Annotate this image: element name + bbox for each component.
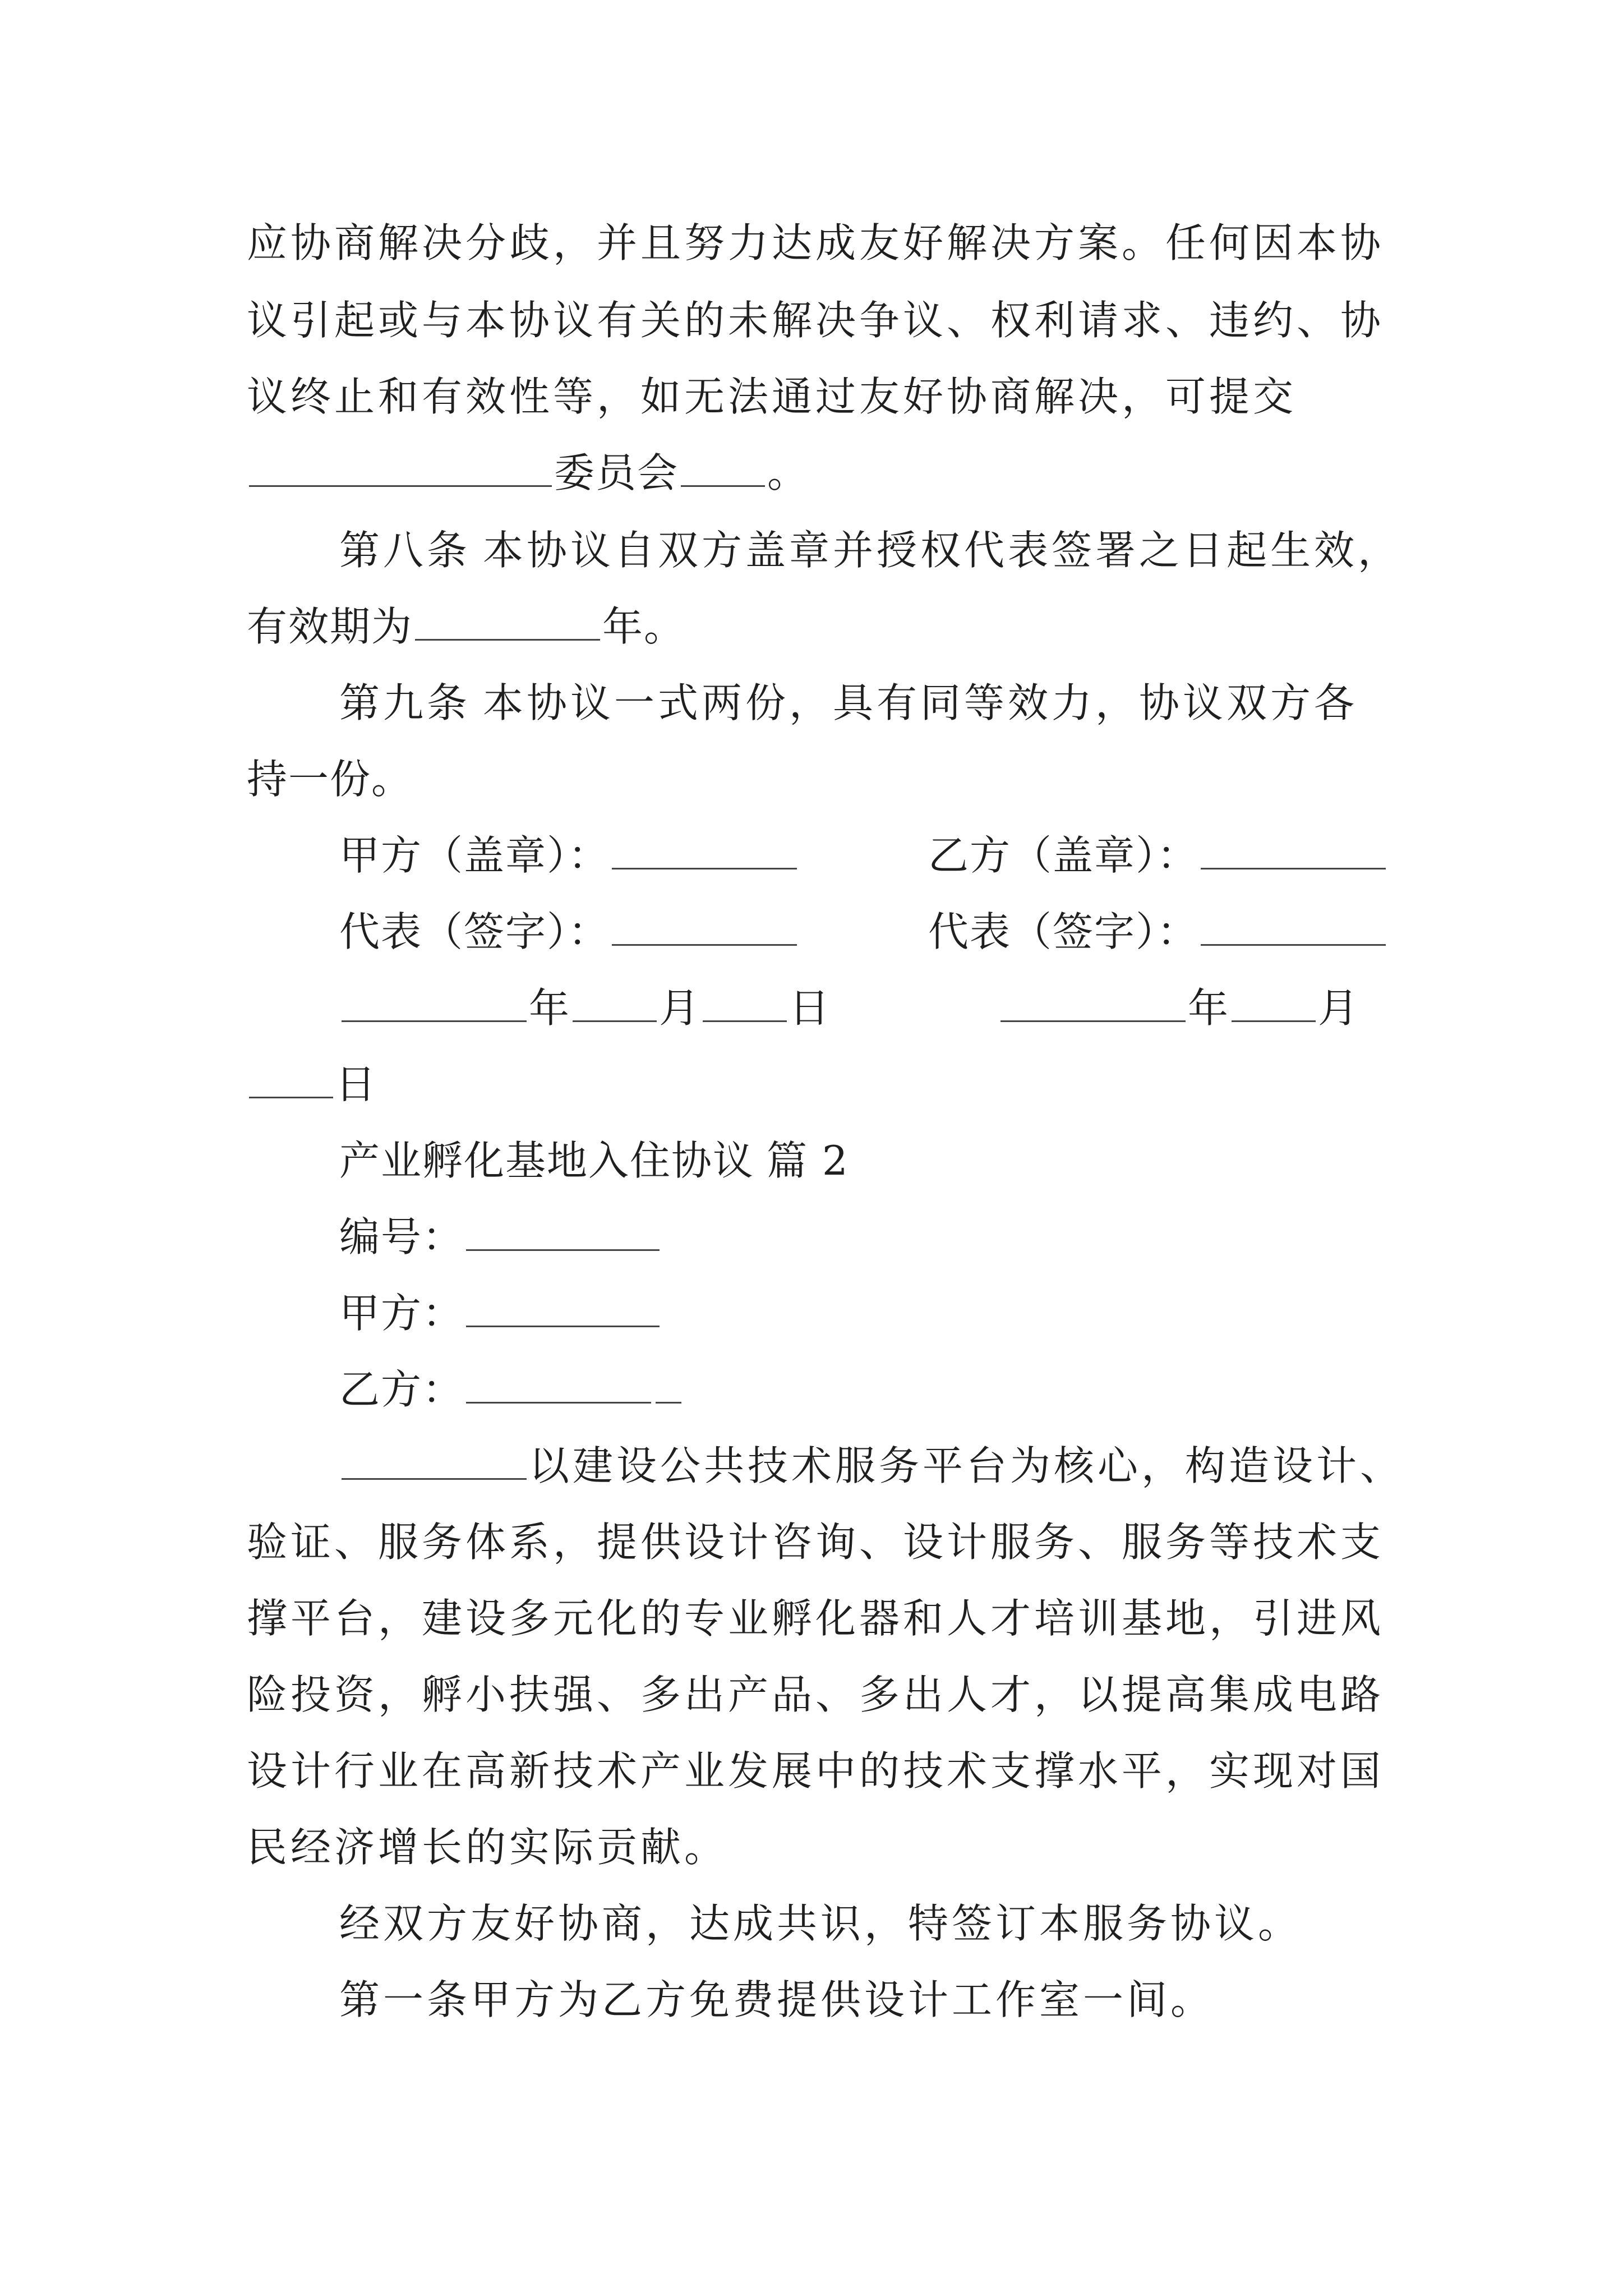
party-b-blank[interactable] [466, 1365, 651, 1404]
party-b-seal-blank[interactable] [1201, 831, 1386, 869]
date-b-day-label: 日 [335, 1061, 377, 1108]
section-2-title: 产业孵化基地入住协议 [339, 1137, 755, 1184]
article-8-label: 第八条 [339, 527, 471, 574]
party-a-seal-blank[interactable] [612, 831, 797, 869]
date-a-month-blank[interactable] [573, 983, 657, 1022]
intro-line-4: 险投资，孵小扶强、多出产品、多出人才，以提高集成电路 [247, 1671, 1385, 1718]
paragraph-line-2: 议引起或与本协议有关的未解决争议、权利请求、违约、协 [247, 297, 1385, 344]
number-line [339, 1212, 662, 1262]
rep-a-sign-line [339, 907, 799, 957]
party-a-label: 甲方： [339, 1290, 464, 1337]
date-b-year-blank[interactable] [1000, 983, 1186, 1022]
date-a-line [339, 983, 831, 1033]
date-b-month-blank[interactable] [1232, 983, 1316, 1022]
date-a-year-label: 年 [529, 984, 571, 1032]
validity-suffix: 年。 [602, 603, 686, 650]
date-a-day-blank[interactable] [703, 983, 787, 1022]
committee-line [247, 448, 809, 498]
party-b-seal-label: 乙方（盖章）： [928, 832, 1199, 879]
rep-b-sign-line [928, 907, 1388, 957]
article-8 [339, 525, 1401, 576]
party-b-blank-short[interactable] [656, 1365, 681, 1404]
date-a-day-label: 日 [789, 984, 831, 1032]
party-b-line [339, 1364, 684, 1415]
party-a-line [339, 1288, 662, 1338]
committee-blank[interactable] [681, 448, 765, 487]
party-b-seal-line [928, 830, 1388, 881]
party-a-seal-label: 甲方（盖章）： [339, 832, 610, 879]
section-2-chapter: 篇 2 [767, 1137, 849, 1184]
date-b-year-label: 年 [1188, 984, 1230, 1032]
article-1-line: 第一条甲方为乙方免费提供设计工作室一间。 [339, 1976, 1215, 2023]
date-a-year-blank[interactable] [342, 983, 527, 1022]
committee-end: 。 [767, 449, 809, 496]
party-a-blank[interactable] [466, 1289, 660, 1327]
validity-prefix: 有效期为 [247, 603, 413, 650]
rep-b-sign-label: 代表（签字）： [928, 908, 1199, 955]
section-2-heading [339, 1135, 849, 1186]
rep-a-sign-blank[interactable] [612, 907, 797, 946]
committee-text: 委员会 [554, 449, 679, 496]
arbitration-blank[interactable] [249, 448, 552, 487]
date-b-month-label: 月 [1318, 984, 1360, 1032]
number-blank[interactable] [466, 1212, 660, 1251]
intro-first-line [339, 1441, 1404, 1491]
intro-line-3: 撑平台，建设多元化的专业孵化器和人才培训基地，引进风 [247, 1595, 1385, 1642]
consensus-line: 经双方友好协商，达成共识，特签订本服务协议。 [339, 1900, 1302, 1947]
party-a-seal-line [339, 830, 799, 881]
intro-line-6: 民经济增长的实际贡献。 [247, 1824, 728, 1871]
rep-a-sign-label: 代表（签字）： [339, 908, 610, 955]
intro-entity-blank[interactable] [342, 1441, 527, 1480]
number-label: 编号： [339, 1213, 464, 1260]
article-9-text: 本协议一式两份，具有同等效力，协议双方各 [483, 679, 1358, 726]
article-8-text: 本协议自双方盖章并授权代表签署之日起生效， [483, 527, 1402, 574]
article-9-cont: 持一份。 [247, 756, 413, 803]
paragraph-line-1: 应协商解决分歧，并且努力达成友好解决方案。任何因本协 [247, 219, 1385, 266]
party-b-label: 乙方： [339, 1366, 464, 1413]
intro-line-2: 验证、服务体系，提供设计咨询、设计服务、服务等技术支 [247, 1519, 1385, 1566]
article-8-cont [247, 601, 685, 652]
intro-first-text: 以建设公共技术服务平台为核心，构造设计、 [529, 1442, 1404, 1489]
date-b-day-line [247, 1059, 377, 1110]
paragraph-line-3: 议终止和有效性等，如无法通过友好协商解决，可提交 [247, 373, 1297, 420]
article-9 [339, 678, 1358, 728]
validity-years-blank[interactable] [415, 602, 600, 641]
rep-b-sign-blank[interactable] [1201, 907, 1386, 946]
date-a-month-label: 月 [659, 984, 701, 1032]
date-b-day-blank[interactable] [249, 1060, 333, 1098]
date-b-line [998, 983, 1359, 1033]
intro-line-5: 设计行业在高新技术产业发展中的技术支撑水平，实现对国 [247, 1747, 1385, 1795]
article-9-label: 第九条 [339, 679, 471, 726]
